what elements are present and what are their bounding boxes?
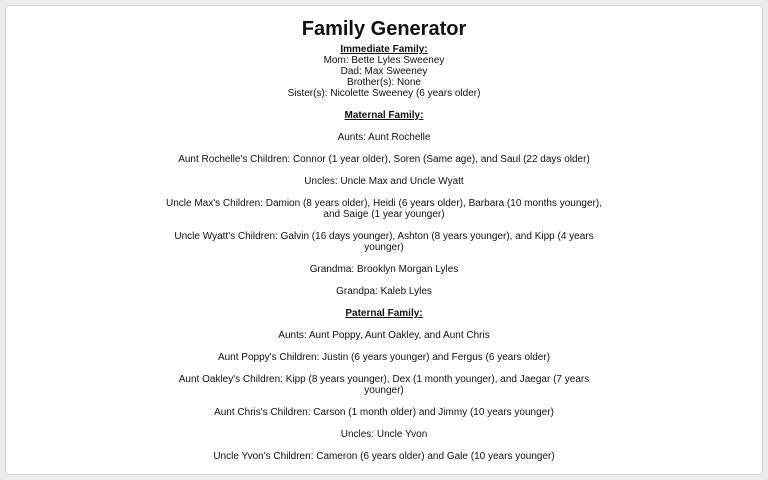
aunt-oakley-children-text: Aunt Oakley's Children: Kipp (8 years younger), Dex (1 month younger), and Jaegar (7 years younger) xyxy=(178,374,590,396)
maternal-family-heading: Maternal Family: xyxy=(344,110,424,121)
uncle-max-children-text: Uncle Max's Children: Damion (8 years older), Heidi (6 years older), Barbara (10 months younger), and Saige (1 year younger) xyxy=(166,198,602,220)
dad-text: Dad: Max Sweeney xyxy=(340,66,428,77)
mom-text: Mom: Bette Lyles Sweeney xyxy=(323,55,445,66)
aunt-chris-children-text: Aunt Chris's Children: Carson (1 month older) and Jimmy (10 years younger) xyxy=(214,407,554,418)
uncle-wyatt-children-text: Uncle Wyatt's Children: Galvin (16 days younger), Ashton (8 years younger), and Kipp (4 years younger) xyxy=(174,231,594,253)
paternal-family-heading: Paternal Family: xyxy=(345,308,423,319)
grandma-text: Grandma: Brooklyn Morgan Lyles xyxy=(309,264,459,275)
paternal-uncles-text: Uncles: Uncle Yvon xyxy=(340,429,428,440)
page-container xyxy=(5,5,763,475)
sisters-text: Sister(s): Nicolette Sweeney (6 years older) xyxy=(287,88,481,99)
aunt-rochelle-children-text: Aunt Rochelle's Children: Connor (1 year older), Soren (Same age), and Saul (22 days older) xyxy=(178,154,590,165)
maternal-aunts-text: Aunts: Aunt Rochelle xyxy=(337,132,431,143)
brothers-text: Brother(s): None xyxy=(347,77,421,88)
aunt-poppy-children-text: Aunt Poppy's Children: Justin (6 years younger) and Fergus (6 years older) xyxy=(217,352,551,363)
paternal-aunts-text: Aunts: Aunt Poppy, Aunt Oakley, and Aunt Chris xyxy=(278,330,490,341)
page-title: Family Generator xyxy=(301,18,467,40)
immediate-family-heading: Immediate Family: xyxy=(340,44,428,55)
grandpa-text: Grandpa: Kaleb Lyles xyxy=(336,286,432,297)
uncle-yvon-children-text: Uncle Yvon's Children: Cameron (6 years older) and Gale (10 years younger) xyxy=(213,451,555,462)
family-content xyxy=(164,6,604,462)
maternal-uncles-text: Uncles: Uncle Max and Uncle Wyatt xyxy=(304,176,464,187)
